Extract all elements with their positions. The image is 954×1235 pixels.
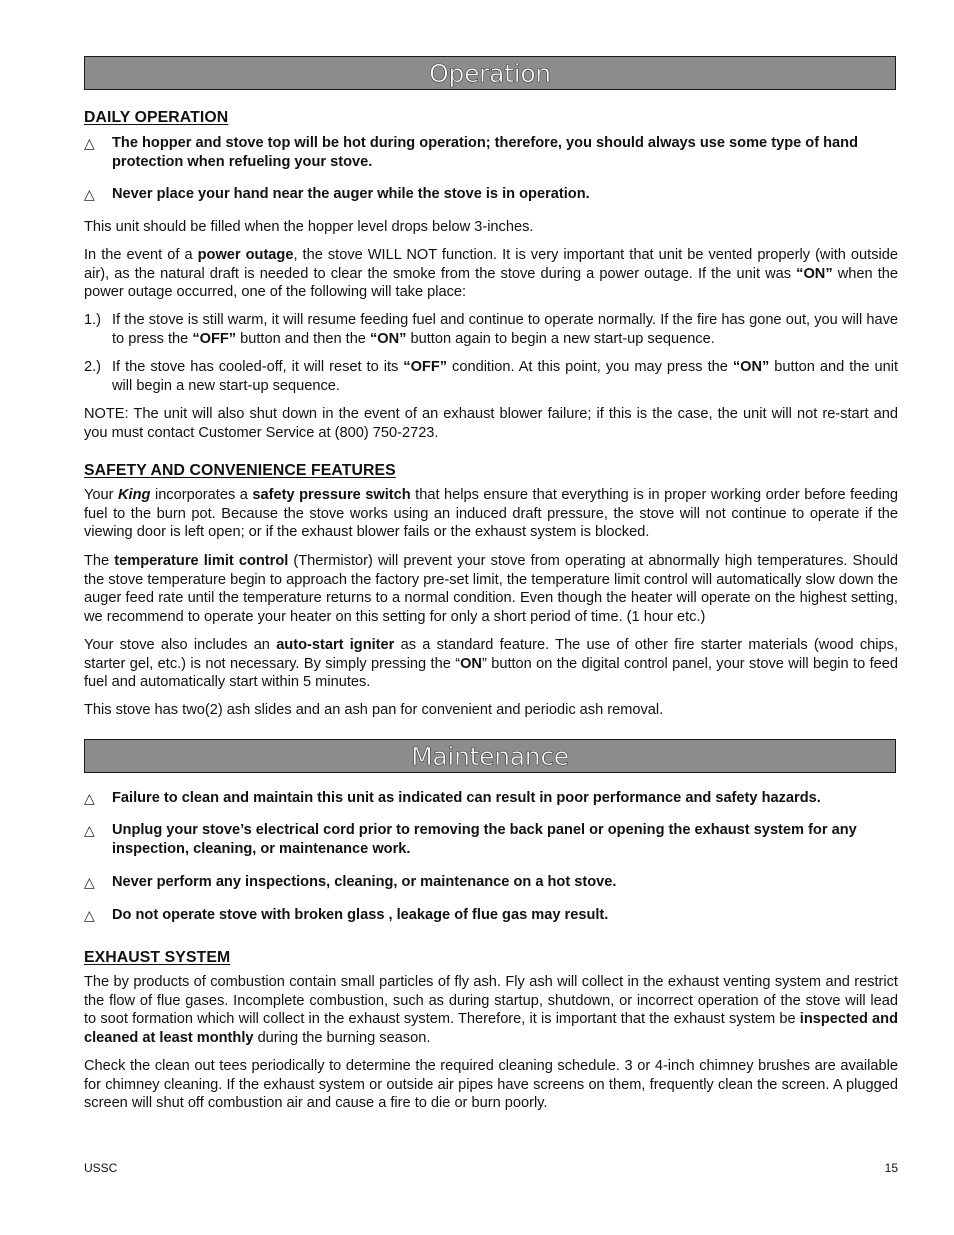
maintenance-warning-1	[84, 789, 898, 808]
warning-triangle-icon: △	[84, 790, 95, 806]
list-item-2: 2.) If the stove has cooled-off, it will reset to its “OFF” condition. At this point, you may press the “ON” button and the unit will begin a new start-up sequence.	[84, 359, 898, 394]
warning-triangle-icon: △	[84, 135, 95, 151]
warning-item: △ Do not operate stove with broken glass , leakage of flue gas may result.	[84, 907, 609, 923]
hopper-paragraph: This unit should be filled when the hopper level drops below 3-inches.	[84, 219, 534, 235]
safety-heading: SAFETY AND CONVENIENCE FEATURES	[84, 462, 396, 479]
warning-triangle-icon: △	[84, 907, 95, 923]
maintenance-warning-2	[84, 821, 898, 858]
footer-left: USSC	[84, 1161, 118, 1175]
warning-item: △ The hopper and stove top will be hot during operation; therefore, you should always use some type of hand protection when refueling your stove.	[84, 135, 858, 170]
warning-item: △ Never place your hand near the auger while the stove is in operation.	[84, 186, 590, 202]
warning-triangle-icon: △	[84, 822, 95, 838]
safety-paragraph-1: Your King incorporates a safety pressure switch that helps ensure that everything is in proper working order before feeding fuel to the burn pot. Because the stove works using an induced draft pressure, the stove will not continue to operate if the viewing door is left open; or if the exhaust blower fails or the exhaust system is blocked.	[84, 487, 898, 541]
daily-operation-heading: DAILY OPERATION	[84, 109, 229, 126]
maintenance-title: Maintenance	[411, 741, 569, 771]
maintenance-warning-4	[84, 906, 898, 925]
safety-paragraph-2: The temperature limit control (Thermistor) will prevent your stove from operating at abnormally high temperatures. Should the stove temperature begin to approach the factory pre-set limit, the temperature limit control will automatically slow down the auger feed rate until the temperature returns to a normal condition. Even though the heater will operate on the highest setting, we recommend to operate your heater on this setting for only a short period of time. (1 hour etc.)	[84, 553, 898, 626]
warning-item: △ Never perform any inspections, cleaning, or maintenance on a hot stove.	[84, 874, 617, 890]
warning-item: △ Failure to clean and maintain this unit as indicated can result in poor performance and safety hazards.	[84, 790, 821, 806]
exhaust-heading: EXHAUST SYSTEM	[84, 949, 231, 966]
daily-warnings	[84, 134, 898, 171]
exhaust-paragraph-2: Check the clean out tees periodically to determine the required cleaning schedule. 3 or 4-inch chimney brushes are available for chimney cleaning. If the exhaust system or outside air pipes have screens on them, frequently clean the screen. A plugged screen will shut off combustion air and cause a fire to die or burn poorly.	[84, 1058, 898, 1112]
page-number: 15	[884, 1161, 898, 1175]
daily-warnings-2	[84, 185, 898, 204]
list-item-1: 1.) If the stove is still warm, it will resume feeding fuel and continue to operate normally. If the fire has gone out, you will have to press the “OFF” button and then the “ON” button again to begin a new start-up sequence.	[84, 312, 898, 347]
exhaust-paragraph-1: The by products of combustion contain small particles of fly ash. Fly ash will collect in the exhaust venting system and restrict the flow of flue gases. Incomplete combustion, such as during startup, shutdown, or incorrect operation of the stove will lead to soot formation which will collect in the exhaust system. Therefore, it is important that the exhaust system be inspected and cleaned at least monthly during the burning season.	[84, 974, 899, 1047]
warning-item: △ Unplug your stove’s electrical cord prior to removing the back panel or opening the exhaust system for any inspection, cleaning, or maintenance work.	[84, 822, 857, 857]
safety-paragraph-4: This stove has two(2) ash slides and an ash pan for convenient and periodic ash removal.	[84, 702, 664, 718]
note-paragraph: NOTE: The unit will also shut down in the event of an exhaust blower failure; if this is the case, the unit will not re-start and you must contact Customer Service at (800) 750-2723.	[84, 406, 898, 441]
warning-triangle-icon: △	[84, 186, 95, 202]
warning-triangle-icon: △	[84, 874, 95, 890]
operation-banner	[84, 56, 896, 90]
maintenance-warning-3	[84, 873, 898, 892]
power-outage-paragraph: In the event of a power outage, the stove WILL NOT function. It is very important that unit be vented properly (with outside air), as the natural draft is needed to clear the smoke from the stove during a power outage. If the unit was “ON” when the power outage occurred, one of the following will take place:	[84, 247, 898, 301]
operation-title: Operation	[429, 58, 551, 88]
safety-paragraph-3: Your stove also includes an auto-start igniter as a standard feature. The use of other fire starter materials (wood chips, starter gel, etc.) is not necessary. By simply pressing the “ON” button on the digital control panel, your stove will begin to feed fuel and automatically start within 5 minutes.	[84, 637, 898, 691]
maintenance-banner	[84, 739, 896, 773]
